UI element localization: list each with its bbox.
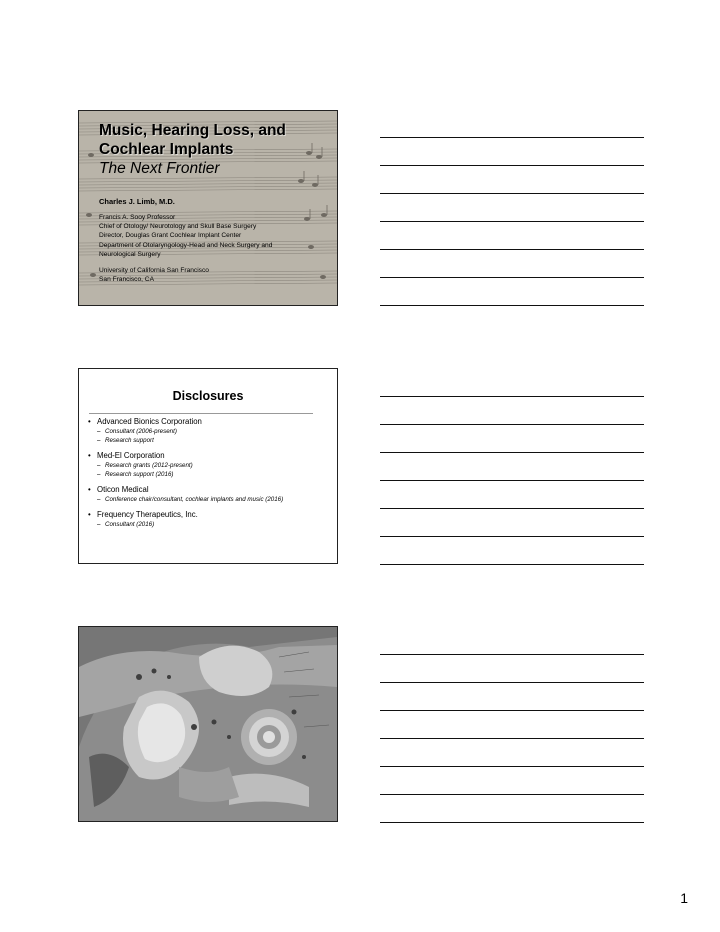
note-line [380, 137, 644, 138]
note-line [380, 193, 644, 194]
dash-icon: – [97, 437, 101, 444]
bullet-icon: • [88, 417, 91, 426]
note-line [380, 165, 644, 166]
note-line [380, 564, 644, 565]
affiliation-line: Chief of Otology/ Neurotology and Skull Base Surgery [99, 223, 257, 231]
affiliation-line: Director, Douglas Grant Cochlear Implant Center [99, 232, 242, 240]
sub-item: Research support [105, 437, 154, 444]
ear-anatomy-illustration [79, 627, 337, 821]
list-item [88, 485, 333, 504]
dash-icon: – [97, 462, 101, 469]
note-line [380, 536, 644, 537]
note-line [380, 682, 644, 683]
slide-2-disclosures [78, 368, 338, 564]
sub-item: Research support (2016) [105, 471, 174, 478]
disclosure-list [88, 417, 333, 535]
note-line [380, 480, 644, 481]
note-line [380, 794, 644, 795]
university-line: San Francisco, CA [99, 276, 154, 284]
note-line [380, 766, 644, 767]
item-label: Frequency Therapeutics, Inc. [97, 510, 198, 519]
dash-icon: – [97, 471, 101, 478]
title-slide-content [99, 121, 329, 284]
note-line [380, 508, 644, 509]
bullet-icon: • [88, 451, 91, 460]
dash-icon: – [97, 428, 101, 435]
list-item [88, 417, 333, 445]
item-label: Advanced Bionics Corporation [97, 417, 202, 426]
sub-item: Conference chair/consultant, cochlear implants and music (2016) [105, 496, 284, 503]
slide-title-line-1: Music, Hearing Loss, and [99, 122, 286, 139]
sub-item: Research grants (2012-present) [105, 462, 193, 469]
page-number: 1 [680, 890, 688, 906]
dash-icon: – [97, 521, 101, 528]
note-line [380, 822, 644, 823]
item-label: Med-El Corporation [97, 451, 165, 460]
bullet-icon: • [88, 485, 91, 494]
slide-subtitle: The Next Frontier [99, 160, 220, 177]
affiliation-line: Francis A. Sooy Professor [99, 214, 176, 221]
affiliation-line: Department of Otolaryngology-Head and Neck Surgery and [99, 241, 273, 249]
note-line [380, 424, 644, 425]
sub-item: Consultant (2006-present) [105, 428, 177, 435]
university-line: University of California San Francisco [99, 267, 209, 275]
note-line [380, 654, 644, 655]
note-line [380, 738, 644, 739]
note-line [380, 277, 644, 278]
author-name: Charles J. Limb, M.D. [99, 197, 175, 206]
item-label: Oticon Medical [97, 485, 149, 494]
note-line [380, 710, 644, 711]
note-line [380, 249, 644, 250]
slide-title-line-2: Cochlear Implants [99, 141, 234, 158]
affiliation-line: Neurological Surgery [99, 250, 161, 258]
note-line [380, 396, 644, 397]
university-block [99, 266, 329, 284]
note-line [380, 221, 644, 222]
note-line [380, 305, 644, 306]
list-item [88, 510, 333, 529]
heading-divider [89, 413, 313, 414]
slide-1-title [78, 110, 338, 306]
slide-heading: Disclosures [172, 389, 244, 403]
note-line [380, 452, 644, 453]
sub-item: Consultant (2016) [105, 521, 155, 528]
bullet-icon: • [88, 510, 91, 519]
list-item [88, 451, 333, 479]
affiliation-block [99, 213, 329, 259]
dash-icon: – [97, 496, 101, 503]
slide-3-ear-anatomy [78, 626, 338, 822]
